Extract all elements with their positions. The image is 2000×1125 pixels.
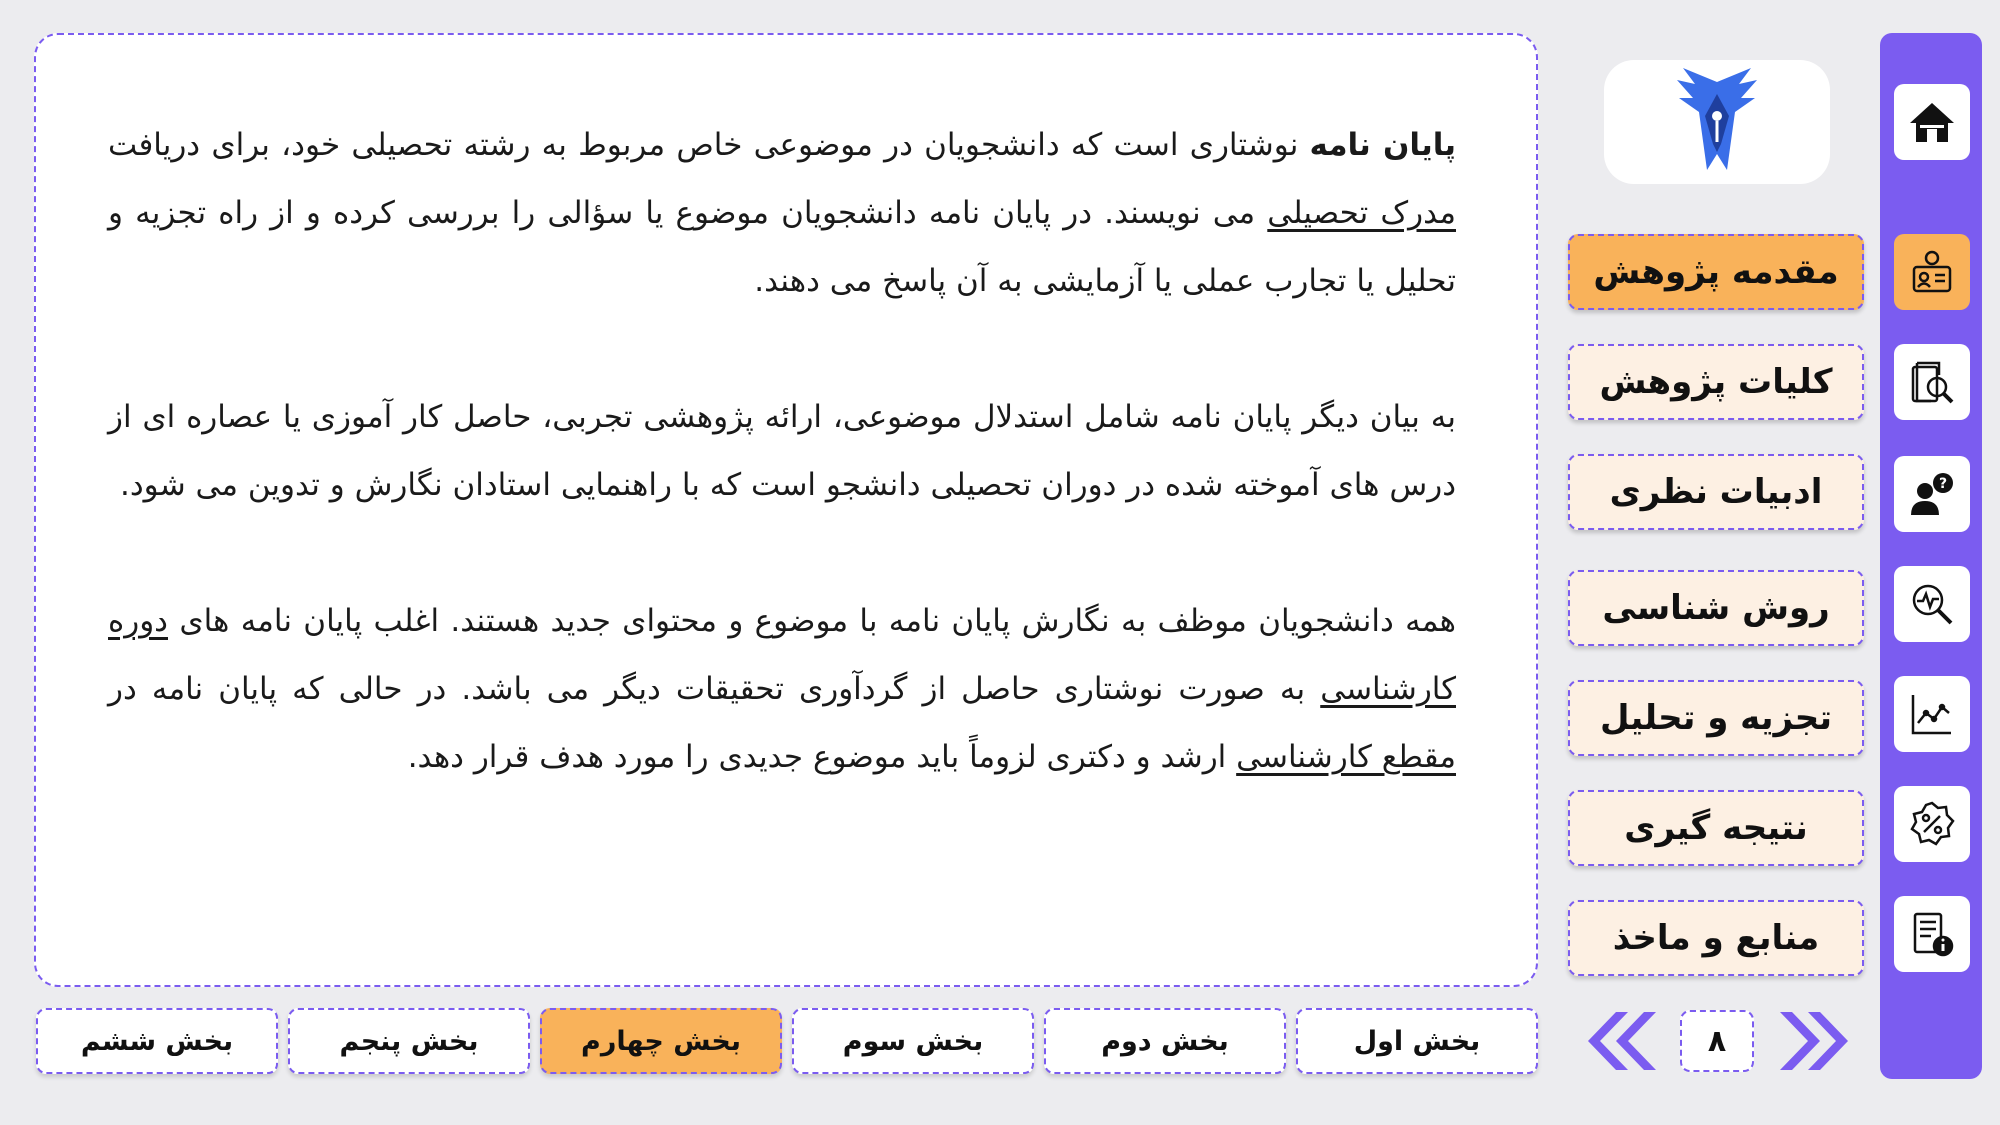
menu-icon-btn-3[interactable] bbox=[1894, 566, 1970, 642]
tab-section-6[interactable]: بخش ششم bbox=[36, 1008, 278, 1074]
menu-icon-btn-1[interactable] bbox=[1894, 344, 1970, 420]
menu-icon-btn-5[interactable] bbox=[1894, 786, 1970, 862]
paragraph-3-text-a: همه دانشجویان موظف به نگارش پایان نامه با موضوع و محتوای جدید هستند. اغلب پایان نامه های bbox=[168, 603, 1456, 639]
svg-text:?: ? bbox=[1938, 476, 1948, 492]
paragraph-1 bbox=[108, 111, 1456, 315]
tab-section-3[interactable]: بخش سوم bbox=[792, 1008, 1034, 1074]
paragraph-1-text-a: نوشتاری است که دانشجویان در موضوعی خاص مربوط به رشته تحصیلی خود، برای دریافت bbox=[108, 127, 1310, 163]
menu-icon-btn-2[interactable] bbox=[1894, 456, 1970, 532]
icon-sidebar bbox=[1880, 33, 1982, 1079]
user-question-icon bbox=[1907, 469, 1957, 519]
menu-item-research-intro[interactable]: مقدمه پژوهش bbox=[1568, 234, 1864, 310]
tab-section-2[interactable]: بخش دوم bbox=[1044, 1008, 1286, 1074]
menu-icon-btn-4[interactable] bbox=[1894, 676, 1970, 752]
paragraph-3 bbox=[108, 587, 1456, 791]
tab-section-4[interactable]: بخش چهارم bbox=[540, 1008, 782, 1074]
menu-item-references[interactable]: منابع و ماخذ bbox=[1568, 900, 1864, 976]
content-text bbox=[108, 111, 1456, 859]
document-info-icon bbox=[1907, 909, 1957, 959]
tab-section-1[interactable]: بخش اول bbox=[1296, 1008, 1538, 1074]
link-degree[interactable]: مدرک تحصیلی bbox=[1267, 195, 1456, 231]
content-panel bbox=[34, 33, 1538, 987]
student-id-icon bbox=[1907, 247, 1957, 297]
paragraph-3-text-c: ارشد و دکتری لزوماً باید موضوع جدیدی را مورد هدف قرار دهد. bbox=[407, 739, 1237, 775]
link-bachelor-level[interactable]: مقطع کارشناسی bbox=[1236, 739, 1456, 775]
link-bachelor-course[interactable]: دوره کارشناسی bbox=[108, 603, 1456, 707]
paragraph-3-text-b: به صورت نوشتاری حاصل از گردآوری تحقیقات دیگر می باشد. در حالی که پایان نامه در bbox=[108, 671, 1321, 707]
menu-icon-btn-0[interactable] bbox=[1894, 234, 1970, 310]
home-button[interactable] bbox=[1894, 84, 1970, 160]
term-thesis: پایان نامه bbox=[1309, 127, 1456, 163]
university-logo bbox=[1604, 60, 1830, 184]
menu-icon-btn-6[interactable] bbox=[1894, 896, 1970, 972]
menu-item-research-overview[interactable]: کلیات پژوهش bbox=[1568, 344, 1864, 420]
prev-page-button[interactable] bbox=[1582, 1008, 1660, 1074]
menu-item-conclusion[interactable]: نتیجه گیری bbox=[1568, 790, 1864, 866]
document-search-icon bbox=[1907, 357, 1957, 407]
azad-university-logo-icon bbox=[1669, 64, 1765, 180]
paragraph-1-text-b: می نویسند. در پایان نامه دانشجویان موضوع یا سؤالی را بررسی کرده و از راه تجزیه و تحلیل یا تجارب عملی یا آزمایشی به آن پاسخ می دهند. bbox=[108, 195, 1456, 299]
page-number: ۸ bbox=[1680, 1010, 1754, 1072]
paragraph-2: به بیان دیگر پایان نامه شامل استدلال موضوعی، ارائه پژوهشی تجربی، حاصل کار آموزی یا عصاره ای از درس های آموخته شده در دوران تحصیلی دانشجو است که با راهنمایی استادان نگارش و تدوین می شود. bbox=[108, 399, 1456, 503]
percent-badge-icon bbox=[1907, 799, 1957, 849]
menu-item-analysis[interactable]: تجزیه و تحلیل bbox=[1568, 680, 1864, 756]
menu-item-methodology[interactable]: روش شناسی bbox=[1568, 570, 1864, 646]
tab-section-5[interactable]: بخش پنجم bbox=[288, 1008, 530, 1074]
line-chart-icon bbox=[1907, 689, 1957, 739]
next-page-button[interactable] bbox=[1776, 1008, 1854, 1074]
menu-item-literature[interactable]: ادبیات نظری bbox=[1568, 454, 1864, 530]
pulse-search-icon bbox=[1907, 579, 1957, 629]
home-icon bbox=[1907, 97, 1957, 147]
